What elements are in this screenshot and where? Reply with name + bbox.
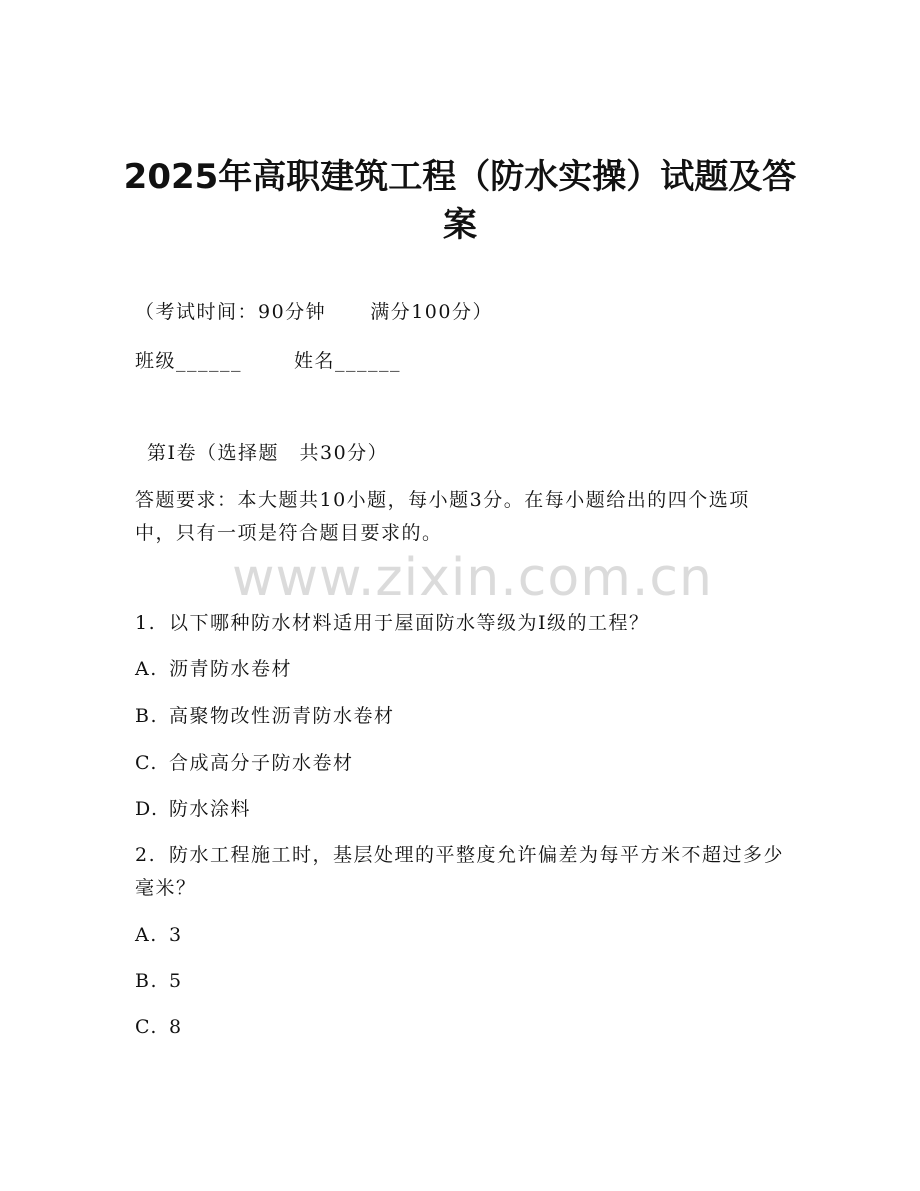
option-letter: C. xyxy=(135,752,158,774)
option-letter: B. xyxy=(135,970,159,992)
option-a xyxy=(135,921,183,949)
title-line-2: 案 xyxy=(443,205,477,245)
option-letter: A. xyxy=(135,924,158,946)
option-letter: A. xyxy=(135,658,158,680)
option-text: 3 xyxy=(169,924,183,946)
title-line-1: 2025年高职建筑工程（防水实操）试题及答 xyxy=(123,157,797,197)
option-a xyxy=(135,655,292,683)
option-letter: B. xyxy=(135,705,159,727)
option-c xyxy=(135,749,354,777)
document-title xyxy=(100,153,820,249)
option-text: 沥青防水卷材 xyxy=(169,658,293,680)
name-field: 姓名______ xyxy=(294,350,402,372)
question-text: 以下哪种防水材料适用于屋面防水等级为Ⅰ级的工程？ xyxy=(169,612,650,634)
option-text: 8 xyxy=(169,1016,183,1038)
option-letter: C. xyxy=(135,1016,158,1038)
option-text: 合成高分子防水卷材 xyxy=(169,752,354,774)
question-1 xyxy=(135,609,650,637)
option-b xyxy=(135,967,183,995)
question-number: 1. xyxy=(135,612,157,634)
section-header: 第Ⅰ卷（选择题 共30分） xyxy=(147,442,389,464)
option-b xyxy=(135,702,395,730)
class-field: 班级______ xyxy=(135,350,243,372)
exam-score: 满分100分） xyxy=(370,301,493,323)
option-text: 防水涂料 xyxy=(169,798,252,820)
option-c xyxy=(135,1013,183,1041)
student-info xyxy=(135,347,401,375)
option-letter: D. xyxy=(135,798,159,820)
option-text: 5 xyxy=(169,970,183,992)
exam-info xyxy=(135,298,493,326)
option-d xyxy=(135,795,251,823)
watermark: www.zixin.com.cn xyxy=(232,548,713,608)
option-text: 高聚物改性沥青防水卷材 xyxy=(169,705,395,727)
instructions: 答题要求：本大题共10小题，每小题3分。在每小题给出的四个选项中，只有一项是符合题目要求的。 xyxy=(135,489,750,544)
question-number: 2. xyxy=(135,844,157,866)
question-text: 防水工程施工时，基层处理的平整度允许偏差为每平方米不超过多少毫米？ xyxy=(135,844,785,899)
exam-time: （考试时间：90分钟 xyxy=(135,301,327,323)
question-2 xyxy=(135,839,785,905)
